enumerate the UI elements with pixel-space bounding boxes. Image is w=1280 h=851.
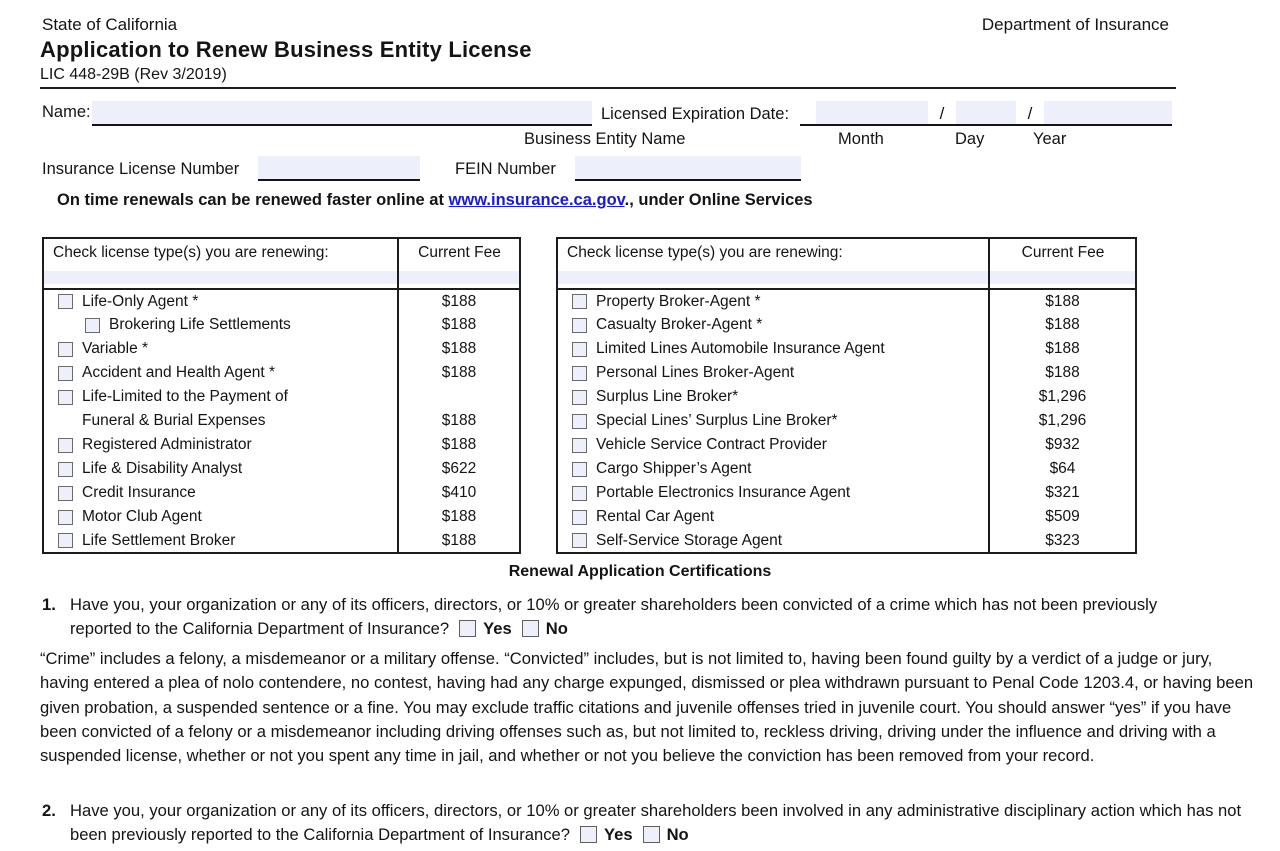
- license-row: [557, 505, 1136, 529]
- question-2-number: 2.: [42, 801, 56, 820]
- license-fee: $622: [398, 457, 520, 481]
- license-type-cell: [557, 289, 989, 313]
- license-type-label: Cargo Shipper’s Agent: [596, 460, 752, 477]
- license-fee: $509: [989, 505, 1136, 529]
- license-type-cell: [43, 409, 398, 433]
- license-fee: $188: [989, 313, 1136, 337]
- fee-column-header: Current Fee: [398, 238, 520, 289]
- license-checkbox[interactable]: [58, 510, 73, 525]
- type-column-header: Check license type(s) you are renewing:: [557, 238, 989, 289]
- license-fee: $188: [398, 337, 520, 361]
- license-type-label: Casualty Broker-Agent *: [596, 316, 763, 333]
- license-type-label: Life-Only Agent *: [82, 292, 199, 310]
- license-checkbox[interactable]: [58, 294, 73, 309]
- license-type-cell: [557, 481, 989, 505]
- license-type-label: Life & Disability Analyst: [82, 460, 243, 477]
- insurance-website-link[interactable]: www.insurance.ca.gov: [448, 191, 625, 209]
- license-number-label: Insurance License Number: [42, 160, 240, 178]
- fee-column-header: Current Fee: [989, 238, 1136, 289]
- license-type-label: Motor Club Agent: [82, 508, 202, 525]
- license-type-cell: [557, 529, 989, 553]
- question-2-yes-label: Yes: [603, 825, 633, 844]
- name-input[interactable]: [92, 101, 592, 126]
- license-fee: $188: [398, 313, 520, 337]
- license-fee: $321: [989, 481, 1136, 505]
- table-header-row: [557, 238, 1136, 289]
- license-fee: $1,296: [989, 385, 1136, 409]
- license-checkbox[interactable]: [85, 318, 100, 333]
- license-row: [43, 433, 520, 457]
- fein-input[interactable]: [575, 156, 801, 181]
- question-1-number: 1.: [42, 595, 56, 614]
- license-type-label: Limited Lines Automobile Insurance Agent: [596, 340, 885, 357]
- license-type-label: Credit Insurance: [82, 484, 196, 501]
- question-1-yes-label: Yes: [483, 619, 512, 638]
- license-type-label: Variable *: [82, 340, 149, 357]
- license-row: [557, 409, 1136, 433]
- license-fee: $64: [989, 457, 1136, 481]
- license-fee: $188: [398, 433, 520, 457]
- license-type-label: Life Settlement Broker: [82, 531, 236, 549]
- business-entity-sublabel: Business Entity Name: [524, 130, 686, 148]
- license-fee: $410: [398, 481, 520, 505]
- form-number: LIC 448-29B (Rev 3/2019): [40, 66, 1176, 89]
- expiration-day-input[interactable]: [956, 101, 1016, 124]
- certifications-heading: Renewal Application Certifications: [508, 563, 772, 580]
- year-label: Year: [1033, 130, 1067, 148]
- license-row: [557, 337, 1136, 361]
- expiration-year-input[interactable]: [1044, 101, 1172, 124]
- question-1-no-checkbox[interactable]: [522, 620, 539, 637]
- license-row: [43, 457, 520, 481]
- license-type-cell: [43, 433, 398, 457]
- license-checkbox[interactable]: [58, 342, 73, 357]
- license-type-label: Surplus Line Broker*: [596, 388, 739, 405]
- license-row: [557, 313, 1136, 337]
- license-type-cell: [43, 505, 398, 529]
- license-type-label: Personal Lines Broker-Agent: [596, 364, 795, 381]
- day-label: Day: [955, 130, 985, 148]
- date-separator: /: [1016, 101, 1044, 124]
- date-separator: /: [928, 101, 956, 124]
- license-checkbox[interactable]: [58, 438, 73, 453]
- license-checkbox[interactable]: [572, 533, 587, 548]
- question-2-yes-checkbox[interactable]: [580, 826, 597, 843]
- expiration-month-input[interactable]: [816, 101, 928, 124]
- license-fee: $188: [398, 505, 520, 529]
- license-row: [43, 385, 520, 409]
- license-checkbox[interactable]: [572, 342, 587, 357]
- license-row: [557, 289, 1136, 313]
- notice-suffix: ., under Online Services: [624, 191, 813, 209]
- license-fee: $932: [989, 433, 1136, 457]
- license-fee: $1,296: [989, 409, 1136, 433]
- question-2-no-checkbox[interactable]: [643, 826, 660, 843]
- license-checkbox[interactable]: [572, 438, 587, 453]
- license-type-cell: [43, 289, 398, 313]
- license-checkbox[interactable]: [58, 486, 73, 501]
- license-type-cell: [43, 385, 398, 409]
- license-fee: $188: [398, 529, 520, 553]
- state-label: State of California: [42, 15, 178, 34]
- license-fee: $188: [398, 289, 520, 313]
- notice-prefix: On time renewals can be renewed faster online at: [57, 191, 449, 209]
- question-2: [42, 799, 1264, 847]
- question-2-no-label: No: [666, 825, 689, 844]
- department-label: Department of Insurance: [981, 15, 1169, 34]
- license-type-label: Funeral & Burial Expenses: [82, 412, 266, 429]
- license-fee: $188: [398, 361, 520, 385]
- license-type-label: Registered Administrator: [82, 436, 252, 453]
- license-checkbox[interactable]: [572, 318, 587, 333]
- license-type-label: Special Lines’ Surplus Line Broker*: [596, 412, 838, 429]
- license-checkbox[interactable]: [572, 486, 587, 501]
- license-row: [43, 313, 520, 337]
- license-checkbox[interactable]: [58, 533, 73, 548]
- crime-definition-note: “Crime” includes a felony, a misdemeanor or a military offense. “Convicted” includes, but is not limited to, having been found guilty by a verdict of a judge or jury, having entered a plea of nolo contendere, no contest, having had any charge expunged, dismissed or plea withdrawn pursuant to Penal Code 1203.4, or having been given probation, a suspended sentence or a fine. You may exclude traffic citations and juvenile offenses tried in juvenile court. You should answer “yes” if you have been convicted of a felony or a misdemeanor including driving offenses such as, but not limited to, reckless driving, driving under the influence and driving with a suspended license, whether or not you spent any time in jail, and whether or not you believe the conviction has been removed from your record.: [40, 649, 1254, 766]
- license-type-cell: [43, 481, 398, 505]
- question-1-text: Have you, your organization or any of its officers, directors, or 10% or greater shareholders been convicted of a crime which has not been previously reported to the California Department of Insurance?: [70, 595, 1158, 638]
- license-type-cell: [557, 385, 989, 409]
- license-type-cell: [557, 409, 989, 433]
- question-2-text: Have you, your organization or any of its officers, directors, or 10% or greater shareholders been involved in any administrative disciplinary action which has not been previously reported to the California Department of Insurance?: [70, 801, 1242, 844]
- license-type-label: Portable Electronics Insurance Agent: [596, 484, 851, 501]
- license-table-right: [556, 237, 1137, 554]
- license-type-cell: [557, 433, 989, 457]
- license-row: [43, 529, 520, 553]
- license-fee: $188: [398, 409, 520, 433]
- license-checkbox[interactable]: [58, 462, 73, 477]
- license-row: [43, 481, 520, 505]
- date-spacer: [800, 101, 816, 124]
- type-column-header: Check license type(s) you are renewing:: [43, 238, 398, 289]
- license-type-cell: [43, 337, 398, 361]
- license-type-cell: [43, 529, 398, 553]
- month-label: Month: [838, 130, 884, 148]
- name-label: Name:: [42, 103, 91, 121]
- license-row: [43, 409, 520, 433]
- license-type-cell: [557, 505, 989, 529]
- license-row: [43, 361, 520, 385]
- license-checkbox[interactable]: [572, 462, 587, 477]
- license-fee: $323: [989, 529, 1136, 553]
- license-row: [557, 433, 1136, 457]
- page-title: Application to Renew Business Entity License: [40, 37, 532, 62]
- license-fee: $188: [989, 361, 1136, 385]
- fein-label: FEIN Number: [455, 160, 556, 178]
- license-type-label: Property Broker-Agent *: [596, 292, 761, 310]
- license-row: [43, 289, 520, 313]
- license-checkbox[interactable]: [572, 366, 587, 381]
- license-type-label: Rental Car Agent: [596, 508, 715, 525]
- license-checkbox[interactable]: [58, 390, 73, 405]
- license-checkbox[interactable]: [572, 510, 587, 525]
- license-row: [43, 337, 520, 361]
- license-row: [557, 385, 1136, 409]
- license-row: [557, 361, 1136, 385]
- license-checkbox[interactable]: [572, 294, 587, 309]
- license-fee: [398, 385, 520, 409]
- license-checkbox[interactable]: [572, 390, 587, 405]
- license-type-cell: [43, 457, 398, 481]
- license-type-label: Accident and Health Agent *: [82, 364, 276, 381]
- online-renewal-notice: [57, 191, 813, 210]
- license-row: [43, 505, 520, 529]
- license-checkbox[interactable]: [572, 414, 587, 429]
- license-row: [557, 481, 1136, 505]
- expiration-date-field-group: [800, 101, 1172, 126]
- license-checkbox[interactable]: [58, 366, 73, 381]
- license-row: [557, 529, 1136, 553]
- license-type-cell: [557, 457, 989, 481]
- license-type-cell: [43, 361, 398, 385]
- license-fee: $188: [989, 289, 1136, 313]
- question-1-no-label: No: [545, 619, 568, 638]
- license-type-label: Life-Limited to the Payment of: [82, 388, 288, 405]
- license-type-cell: [43, 313, 398, 337]
- question-1-yes-checkbox[interactable]: [459, 620, 476, 637]
- license-number-input[interactable]: [258, 156, 420, 181]
- license-type-cell: [557, 337, 989, 361]
- license-type-cell: [557, 361, 989, 385]
- license-fee: $188: [989, 337, 1136, 361]
- license-type-label: Vehicle Service Contract Provider: [596, 436, 827, 453]
- license-type-label: Self-Service Storage Agent: [596, 531, 783, 549]
- license-type-label: Brokering Life Settlements: [109, 316, 291, 333]
- license-table-left: [42, 237, 521, 554]
- expiration-date-label: Licensed Expiration Date:: [601, 105, 790, 123]
- question-1: [42, 593, 1218, 641]
- table-header-row: [43, 238, 520, 289]
- license-type-cell: [557, 313, 989, 337]
- license-row: [557, 457, 1136, 481]
